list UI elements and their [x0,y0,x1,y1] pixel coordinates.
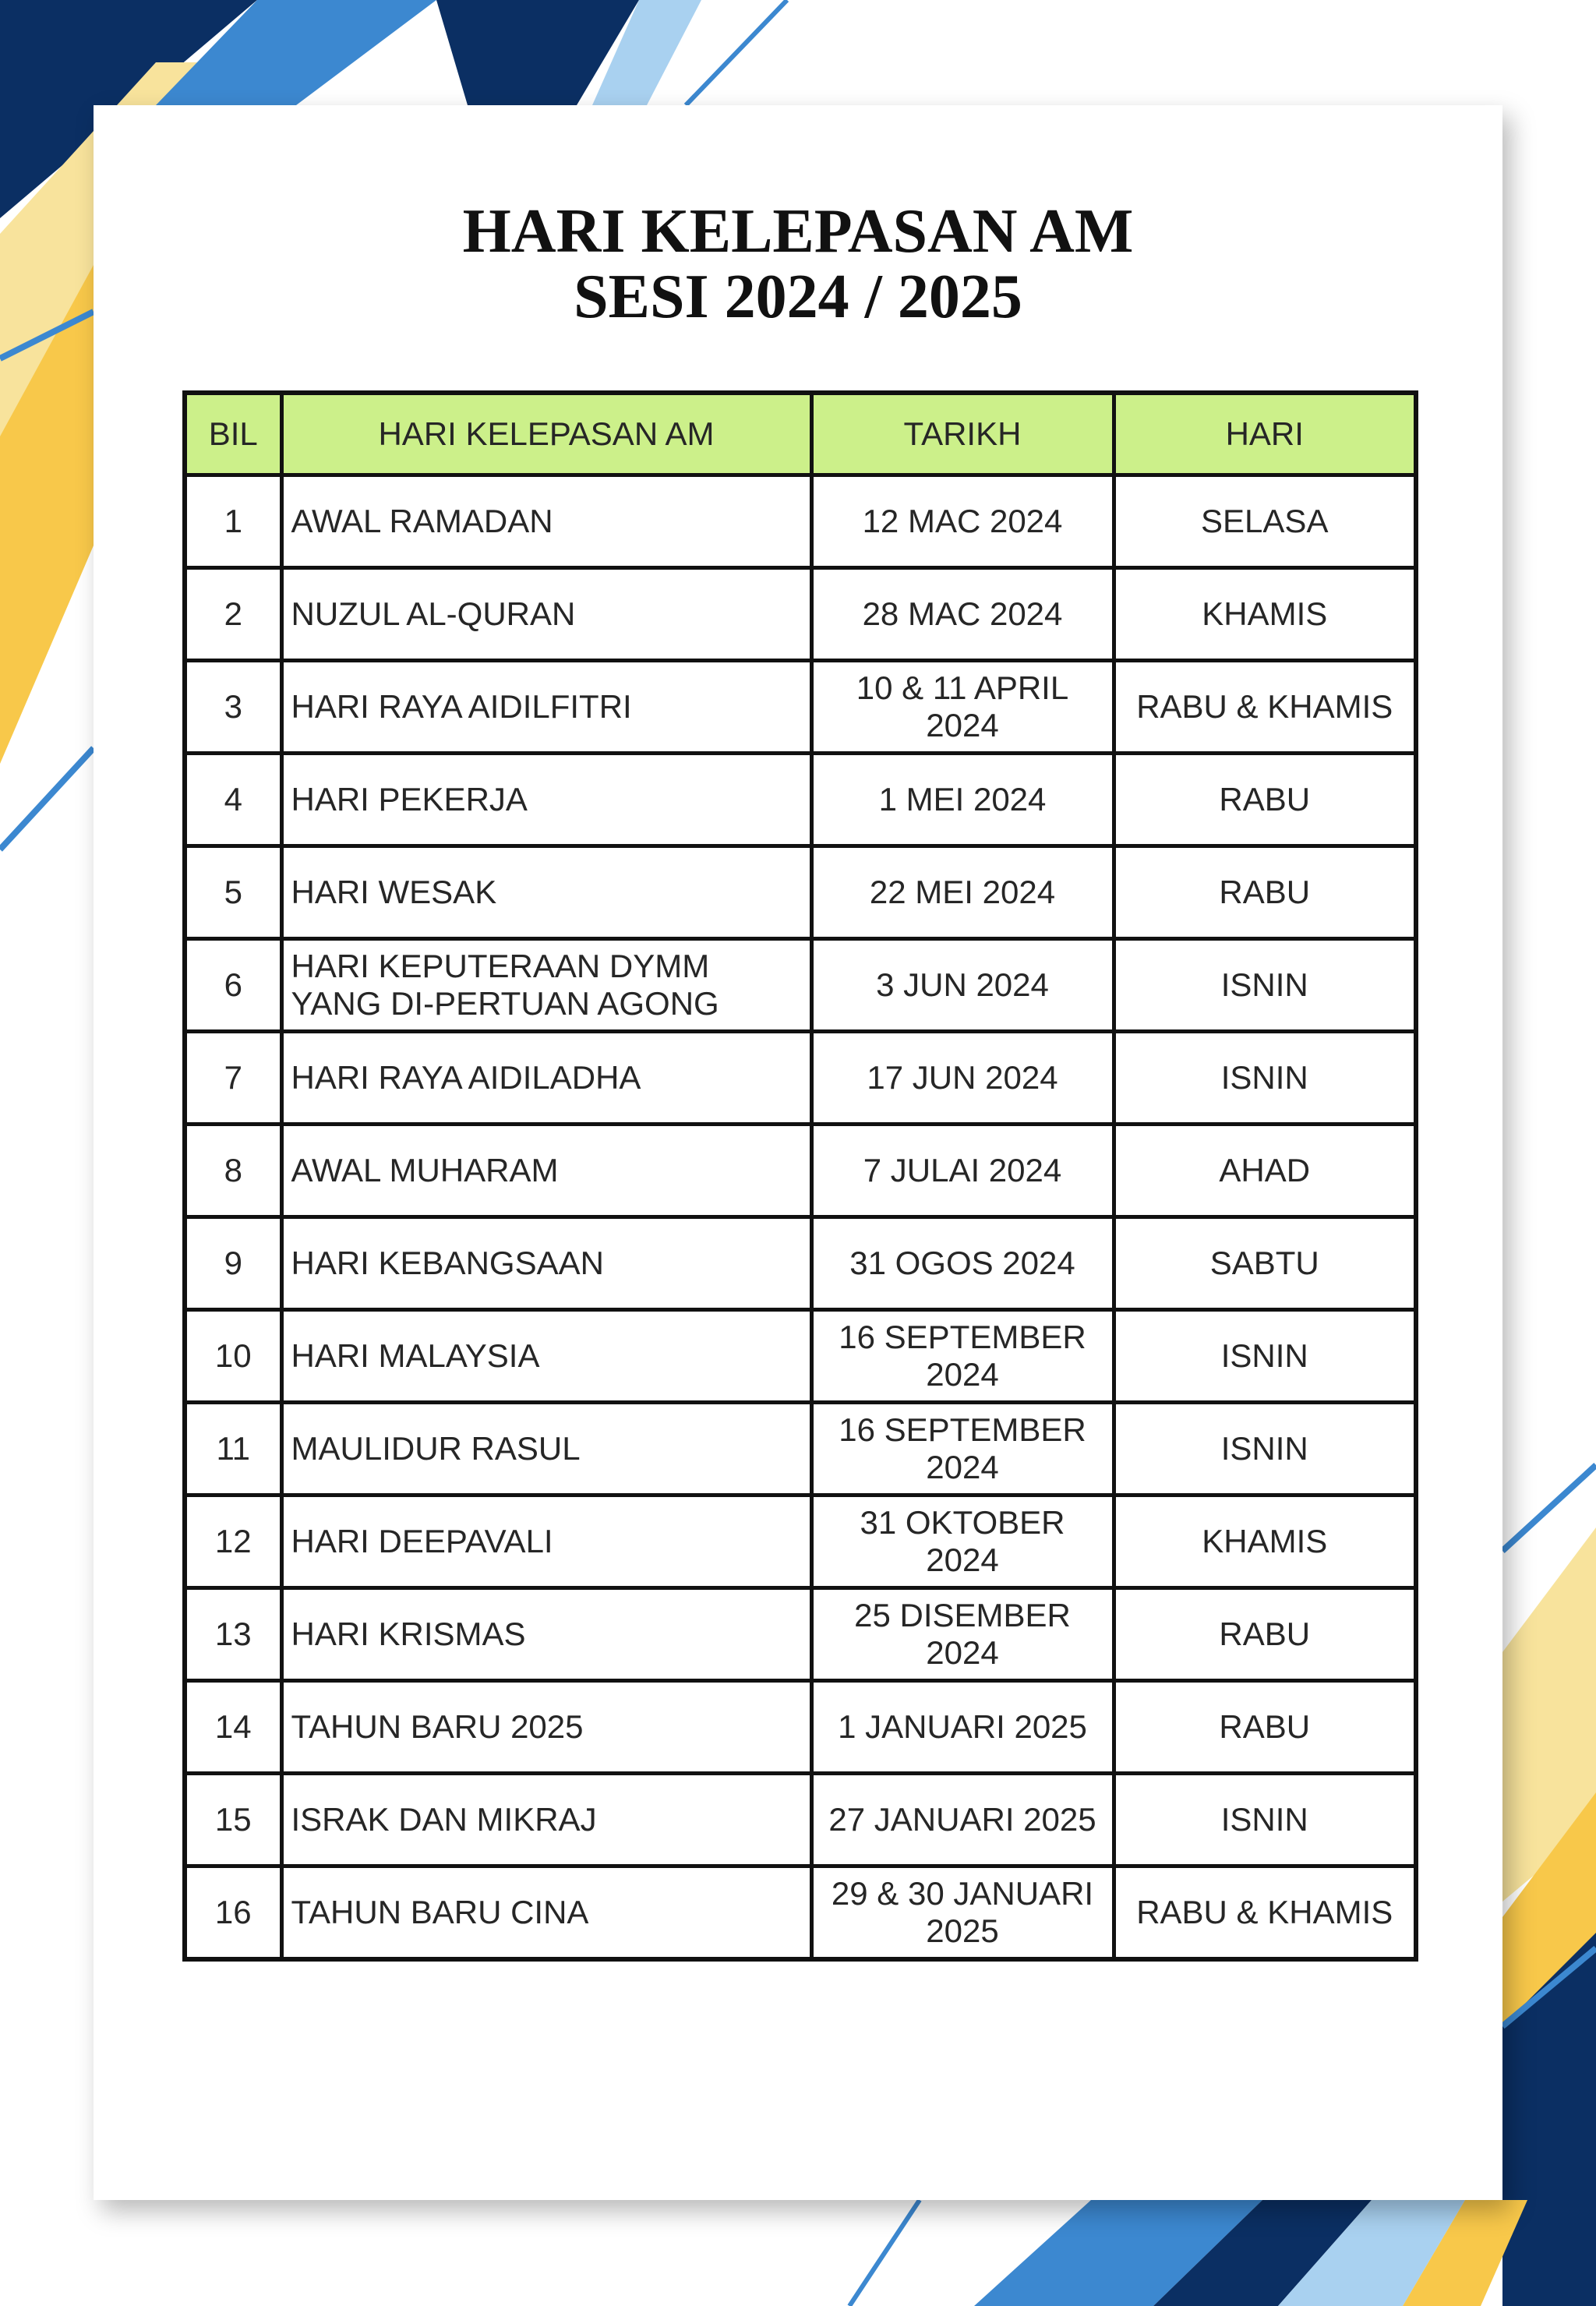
table-row [185,1310,1416,1403]
table-row [185,1866,1416,1959]
cell-date: 10 & 11 APRIL 2024 [811,661,1114,754]
table-row [185,939,1416,1032]
cell-bil: 5 [185,846,281,939]
table-row [185,1681,1416,1774]
cell-date: 16 SEPTEMBER 2024 [811,1310,1114,1403]
table-row [185,1774,1416,1866]
header-day: HARI [1114,393,1416,475]
cell-date: 29 & 30 JANUARI 2025 [811,1866,1114,1959]
cell-bil: 7 [185,1032,281,1125]
cell-date: 1 MEI 2024 [811,754,1114,846]
cell-date: 31 OGOS 2024 [811,1217,1114,1310]
cell-day: AHAD [1114,1125,1416,1217]
cell-day: ISNIN [1114,1774,1416,1866]
cell-bil: 3 [185,661,281,754]
cell-day: RABU & KHAMIS [1114,1866,1416,1959]
stripe-line-br-1 [1502,1465,1596,1551]
cell-bil: 8 [185,1125,281,1217]
cell-day: RABU [1114,754,1416,846]
cell-holiday: HARI MALAYSIA [281,1310,811,1403]
cell-date: 27 JANUARI 2025 [811,1774,1114,1866]
stripe-line-3 [686,0,787,105]
cell-day: RABU [1114,1588,1416,1681]
cell-date: 3 JUN 2024 [811,939,1114,1032]
cell-bil: 6 [185,939,281,1032]
cell-day: KHAMIS [1114,568,1416,661]
cell-bil: 16 [185,1866,281,1959]
table-row [185,1125,1416,1217]
table-row [185,661,1416,754]
cell-holiday: AWAL RAMADAN [281,475,811,568]
cell-holiday: HARI KEPUTERAAN DYMM YANG DI-PERTUAN AGONG [281,939,811,1032]
holiday-table [182,390,1418,1962]
table-row [185,846,1416,939]
cell-holiday: HARI PEKERJA [281,754,811,846]
cell-bil: 2 [185,568,281,661]
holiday-card [94,105,1502,2200]
page-title [94,199,1502,330]
table-header-row [185,393,1416,475]
stripe-line-2 [0,748,94,849]
header-bil: BIL [185,393,281,475]
table-row [185,1403,1416,1496]
cell-day: ISNIN [1114,1310,1416,1403]
cell-holiday: MAULIDUR RASUL [281,1403,811,1496]
cell-bil: 11 [185,1403,281,1496]
table-row [185,754,1416,846]
cell-day: SELASA [1114,475,1416,568]
cell-date: 31 OKTOBER 2024 [811,1496,1114,1588]
cell-holiday: HARI RAYA AIDILFITRI [281,661,811,754]
stripe-line-br-3 [849,2200,920,2306]
cell-holiday: HARI DEEPAVALI [281,1496,811,1588]
header-date: TARIKH [811,393,1114,475]
cell-date: 7 JULAI 2024 [811,1125,1114,1217]
cell-date: 1 JANUARI 2025 [811,1681,1114,1774]
cell-day: RABU [1114,1681,1416,1774]
cell-date: 28 MAC 2024 [811,568,1114,661]
cell-bil: 4 [185,754,281,846]
table-row [185,568,1416,661]
cell-bil: 10 [185,1310,281,1403]
cell-holiday: TAHUN BARU 2025 [281,1681,811,1774]
cell-day: ISNIN [1114,1403,1416,1496]
cell-holiday: HARI KRISMAS [281,1588,811,1681]
cell-bil: 14 [185,1681,281,1774]
cell-day: KHAMIS [1114,1496,1416,1588]
table-row [185,475,1416,568]
cell-date: 25 DISEMBER 2024 [811,1588,1114,1681]
title-line-1: HARI KELEPASAN AM [462,197,1134,266]
header-holiday: HARI KELEPASAN AM [281,393,811,475]
cell-day: ISNIN [1114,1032,1416,1125]
cell-date: 22 MEI 2024 [811,846,1114,939]
table-row [185,1032,1416,1125]
cell-date: 17 JUN 2024 [811,1032,1114,1125]
cell-holiday: ISRAK DAN MIKRAJ [281,1774,811,1866]
table-row [185,1588,1416,1681]
cell-holiday: HARI RAYA AIDILADHA [281,1032,811,1125]
cell-date: 12 MAC 2024 [811,475,1114,568]
cell-holiday: NUZUL AL-QURAN [281,568,811,661]
table-row [185,1217,1416,1310]
table-row [185,1496,1416,1588]
cell-bil: 1 [185,475,281,568]
cell-bil: 9 [185,1217,281,1310]
cell-holiday: AWAL MUHARAM [281,1125,811,1217]
title-line-2: SESI 2024 / 2025 [574,263,1022,331]
cell-date: 16 SEPTEMBER 2024 [811,1403,1114,1496]
cell-bil: 12 [185,1496,281,1588]
cell-day: SABTU [1114,1217,1416,1310]
cell-holiday: TAHUN BARU CINA [281,1866,811,1959]
cell-holiday: HARI WESAK [281,846,811,939]
cell-day: RABU [1114,846,1416,939]
cell-day: ISNIN [1114,939,1416,1032]
cell-bil: 15 [185,1774,281,1866]
cell-holiday: HARI KEBANGSAAN [281,1217,811,1310]
cell-day: RABU & KHAMIS [1114,661,1416,754]
cell-bil: 13 [185,1588,281,1681]
